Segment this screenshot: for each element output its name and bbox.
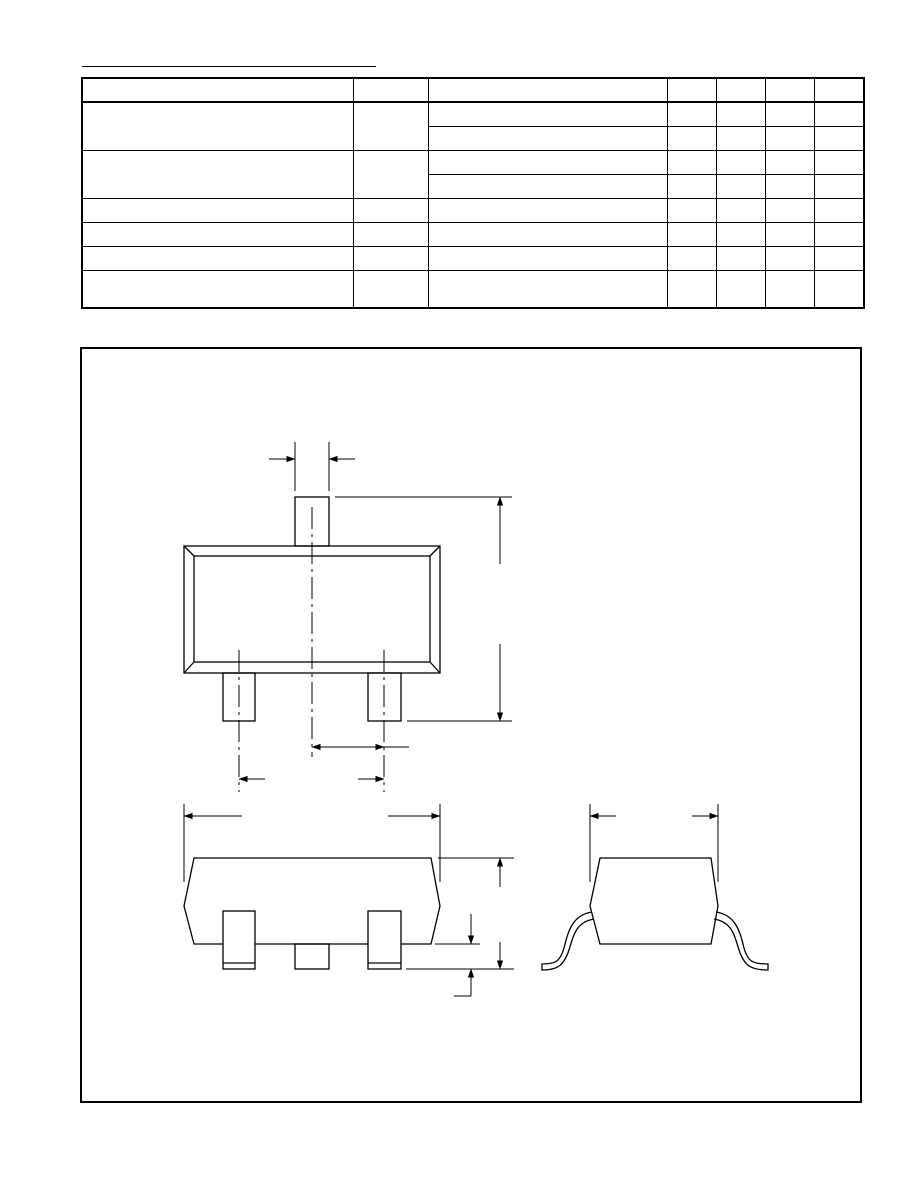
table-cell — [353, 150, 428, 198]
table-row — [82, 150, 864, 174]
table-cell — [667, 198, 716, 222]
header-cell — [82, 78, 353, 102]
table-cell — [428, 246, 667, 270]
table-cell — [667, 246, 716, 270]
table-cell — [667, 222, 716, 246]
table-cell — [428, 222, 667, 246]
table-cell — [716, 270, 765, 308]
header-cell — [667, 78, 716, 102]
side-view — [542, 858, 768, 970]
table-cell — [667, 126, 716, 150]
header-cell — [428, 78, 667, 102]
table-cell — [82, 222, 353, 246]
table-cell — [765, 126, 814, 150]
table-cell — [353, 198, 428, 222]
table-cell — [765, 198, 814, 222]
table-cell — [667, 270, 716, 308]
table-cell — [82, 246, 353, 270]
table-cell — [82, 198, 353, 222]
table-cell — [765, 174, 814, 198]
table-cell — [428, 126, 667, 150]
table-cell — [814, 270, 864, 308]
side-left-lead — [542, 912, 594, 970]
side-body-outline — [590, 858, 718, 944]
table-row — [82, 246, 864, 270]
table-cell — [353, 246, 428, 270]
table-cell — [716, 150, 765, 174]
header-cell — [765, 78, 814, 102]
table-cell — [814, 126, 864, 150]
spec-table — [81, 77, 865, 309]
table-cell — [428, 102, 667, 126]
table-row — [82, 198, 864, 222]
table-header-row — [82, 78, 864, 102]
table-cell — [716, 198, 765, 222]
table-cell — [353, 222, 428, 246]
table-cell — [82, 270, 353, 308]
table-cell — [428, 174, 667, 198]
top-view — [184, 497, 440, 792]
top-view-dimensions — [239, 442, 512, 779]
table-cell — [82, 150, 353, 198]
table-row — [82, 222, 864, 246]
table-cell — [428, 198, 667, 222]
side-view-dimensions — [590, 804, 718, 882]
table-cell — [814, 150, 864, 174]
table-cell — [765, 102, 814, 126]
front-right-lead — [368, 911, 401, 969]
table-cell — [667, 150, 716, 174]
table-cell — [814, 246, 864, 270]
front-left-lead — [223, 911, 255, 969]
header-rule — [82, 66, 376, 67]
header-cell — [814, 78, 864, 102]
table-cell — [765, 270, 814, 308]
side-right-lead — [714, 912, 768, 970]
table-cell — [716, 126, 765, 150]
table-cell — [814, 222, 864, 246]
table-cell — [716, 246, 765, 270]
package-outline-drawing — [82, 349, 864, 1105]
table-row — [82, 102, 864, 126]
table-cell — [353, 102, 428, 150]
table-cell — [814, 198, 864, 222]
table-cell — [428, 270, 667, 308]
table-cell — [716, 174, 765, 198]
table-cell — [82, 102, 353, 150]
table-cell — [667, 174, 716, 198]
table-cell — [765, 222, 814, 246]
table-cell — [667, 102, 716, 126]
table-cell — [814, 102, 864, 126]
table-cell — [765, 246, 814, 270]
front-view — [184, 858, 440, 969]
table-row — [82, 270, 864, 308]
package-drawing-frame — [80, 347, 862, 1103]
table-cell — [716, 222, 765, 246]
table-cell — [428, 150, 667, 174]
header-cell — [353, 78, 428, 102]
table-cell — [716, 102, 765, 126]
front-center-lead — [295, 944, 329, 969]
table-cell — [765, 150, 814, 174]
header-cell — [716, 78, 765, 102]
table-cell — [814, 174, 864, 198]
table-cell — [353, 270, 428, 308]
